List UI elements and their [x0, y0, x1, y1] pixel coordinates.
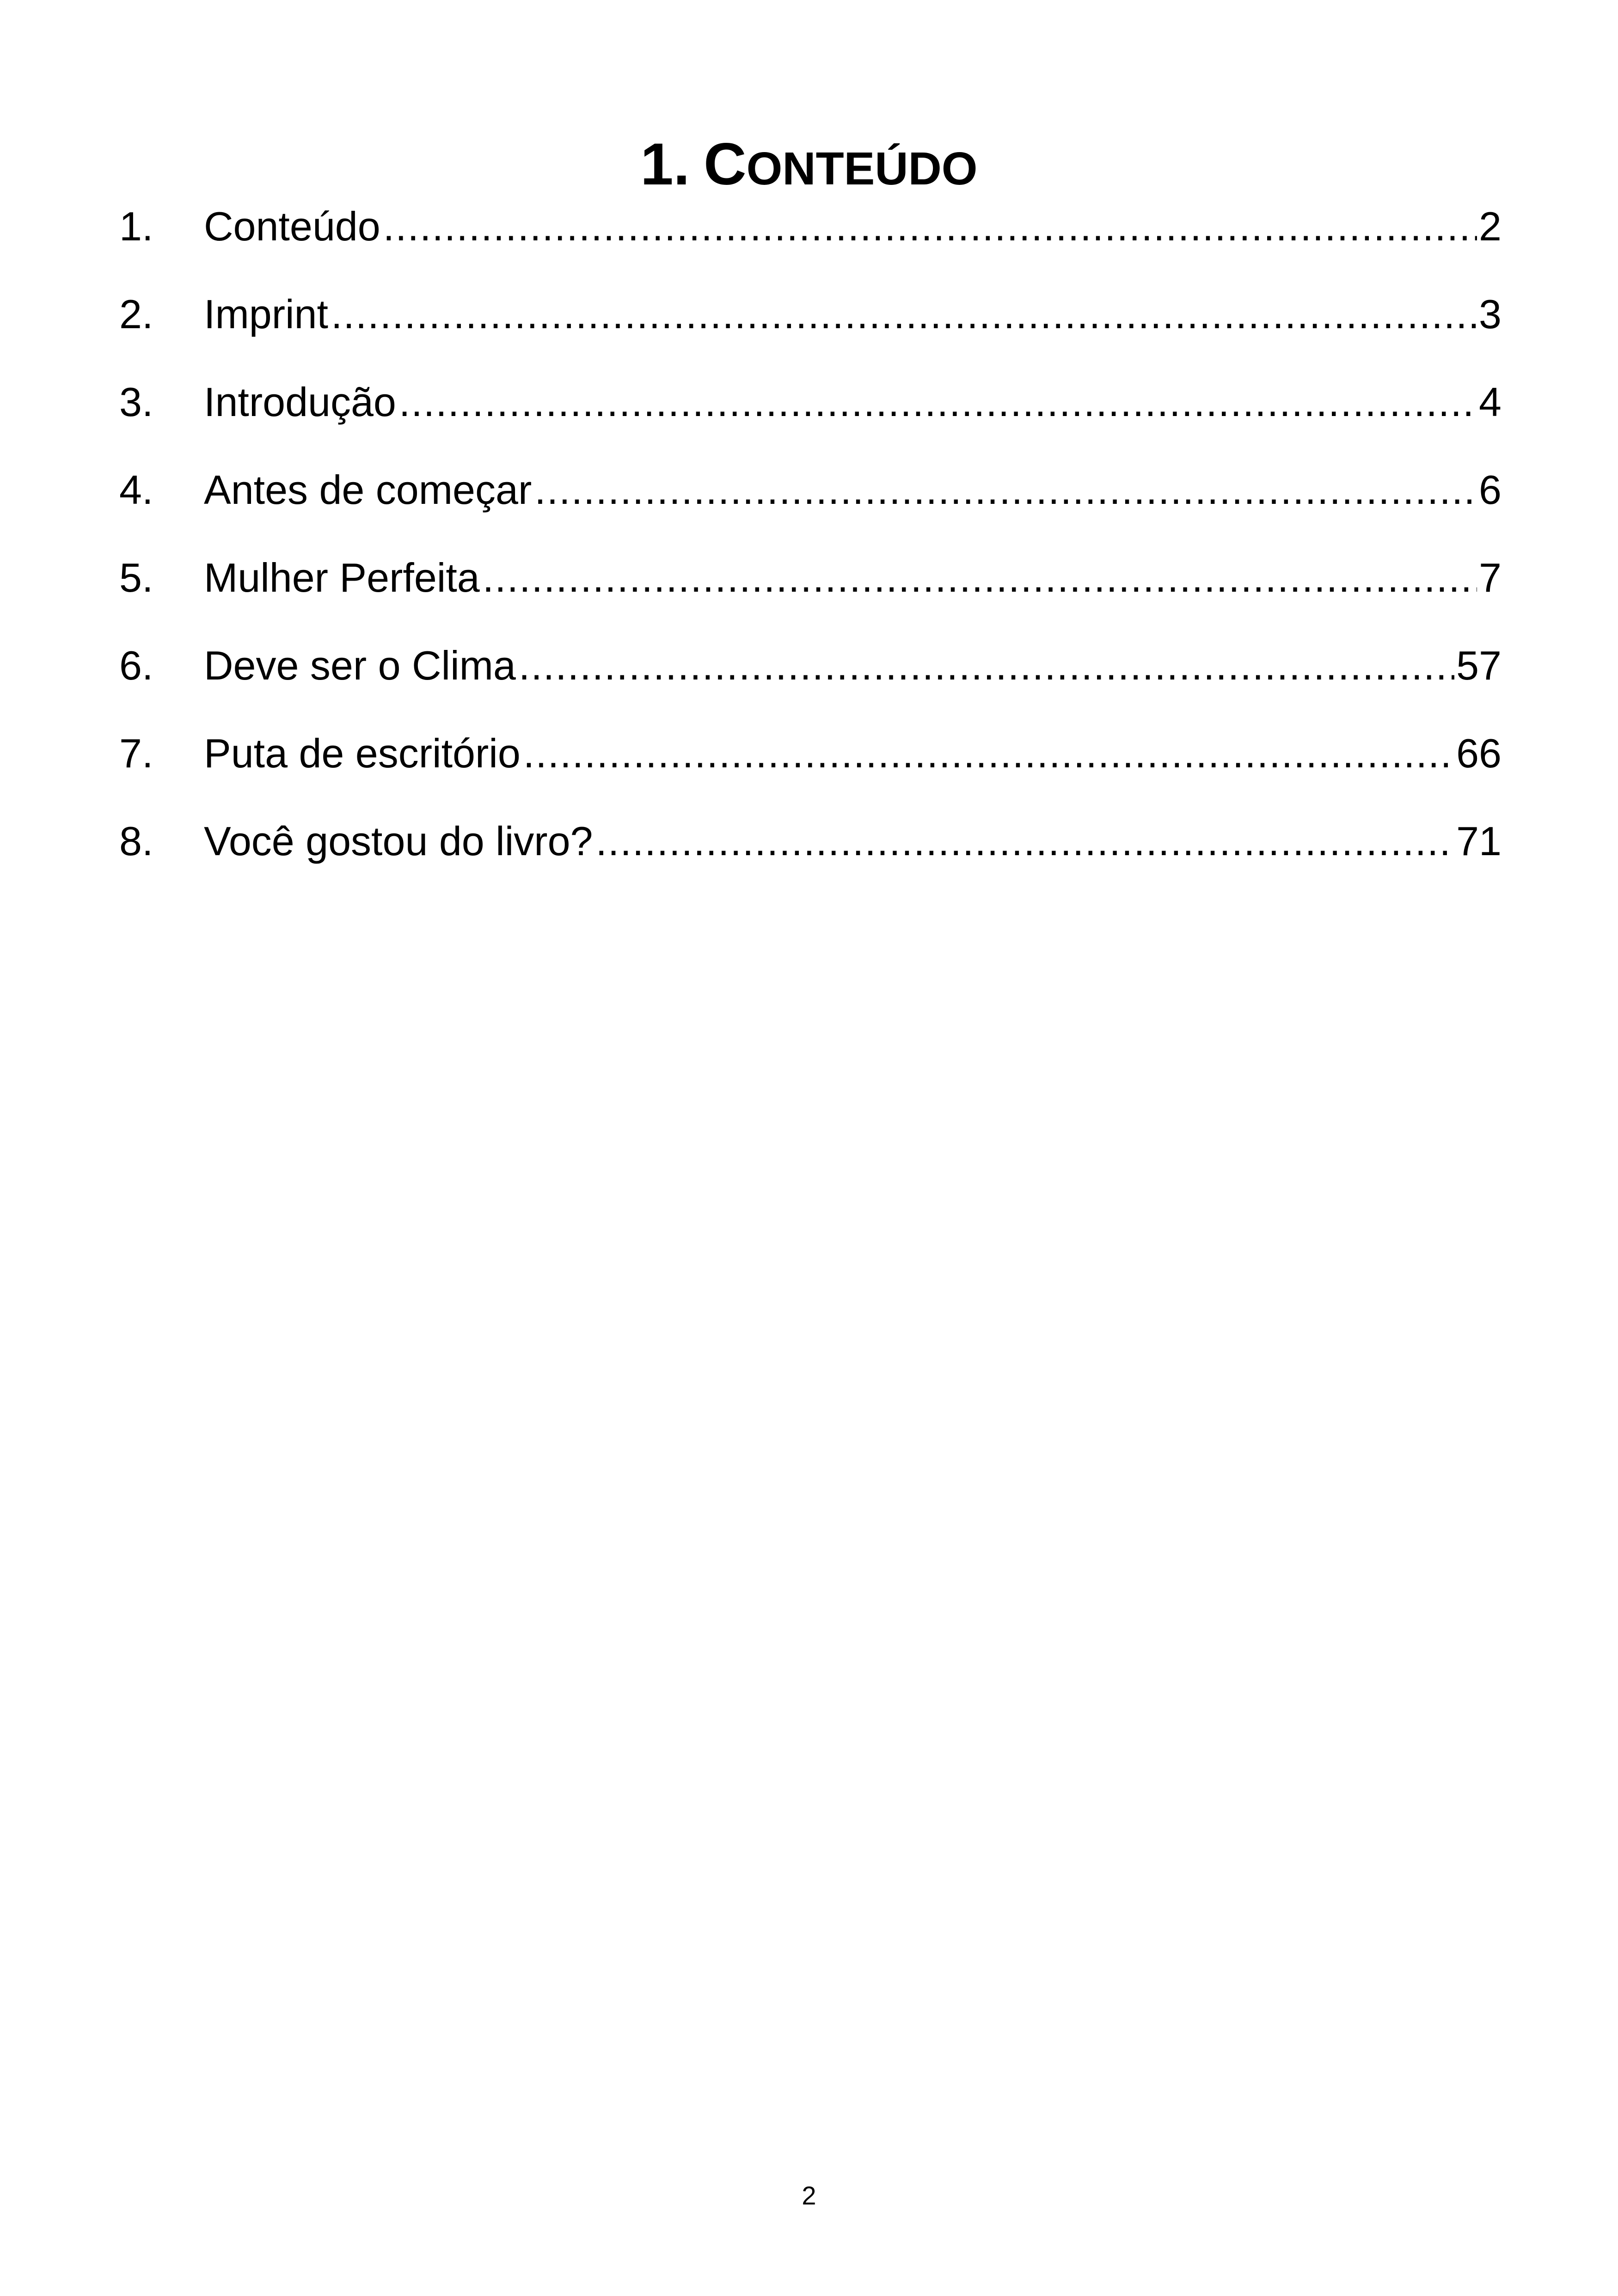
toc-entry-page: 2	[1479, 203, 1502, 249]
toc-entry-title: Você gostou do livro?	[204, 818, 593, 864]
page-number: 2	[802, 2181, 816, 2210]
toc-entry-number: 3.	[119, 379, 153, 425]
toc-entry-number: 6.	[119, 643, 153, 688]
toc-entry-title: Deve ser o Clima	[204, 643, 516, 688]
toc-entry[interactable]	[119, 534, 1502, 622]
table-of-contents	[119, 183, 1502, 885]
toc-entry-number: 1.	[119, 203, 153, 249]
toc-entry[interactable]	[119, 446, 1502, 534]
toc-entry-page: 66	[1456, 730, 1502, 776]
toc-dot-leader	[595, 797, 1454, 885]
toc-entry-number: 7.	[119, 730, 153, 776]
toc-entry[interactable]	[119, 358, 1502, 446]
toc-entry-number: 2.	[119, 291, 153, 337]
toc-dot-leader	[519, 622, 1454, 710]
toc-entry-page: 57	[1456, 643, 1502, 688]
toc-entry-page: 4	[1479, 379, 1502, 425]
toc-entry-title: Imprint	[204, 291, 328, 337]
toc-entry[interactable]	[119, 183, 1502, 270]
heading-first-letter: C	[704, 131, 747, 197]
heading-rest: ONTEÚDO	[746, 142, 978, 195]
toc-dot-leader	[399, 358, 1477, 446]
toc-dot-leader	[534, 446, 1477, 534]
toc-entry-page: 6	[1479, 467, 1502, 513]
toc-entry-page: 7	[1479, 555, 1502, 600]
toc-entry-title: Introdução	[204, 379, 396, 425]
toc-entry-number: 8.	[119, 818, 153, 864]
toc-dot-leader	[331, 270, 1477, 358]
toc-entry-page: 3	[1479, 291, 1502, 337]
toc-entry[interactable]	[119, 622, 1502, 710]
toc-dot-leader	[523, 710, 1454, 797]
toc-entry[interactable]	[119, 797, 1502, 885]
toc-entry[interactable]	[119, 270, 1502, 358]
toc-entry-title: Mulher Perfeita	[204, 555, 480, 600]
heading-number: 1.	[640, 131, 690, 197]
toc-entry-page: 71	[1456, 818, 1502, 864]
toc-entry-number: 5.	[119, 555, 153, 600]
toc-entry-title: Puta de escritório	[204, 730, 521, 776]
toc-entry-title: Conteúdo	[204, 203, 380, 249]
toc-entry-title: Antes de começar	[204, 467, 532, 513]
toc-dot-leader	[383, 183, 1477, 270]
toc-entry-number: 4.	[119, 467, 153, 513]
toc-dot-leader	[483, 534, 1477, 622]
toc-entry[interactable]	[119, 710, 1502, 797]
